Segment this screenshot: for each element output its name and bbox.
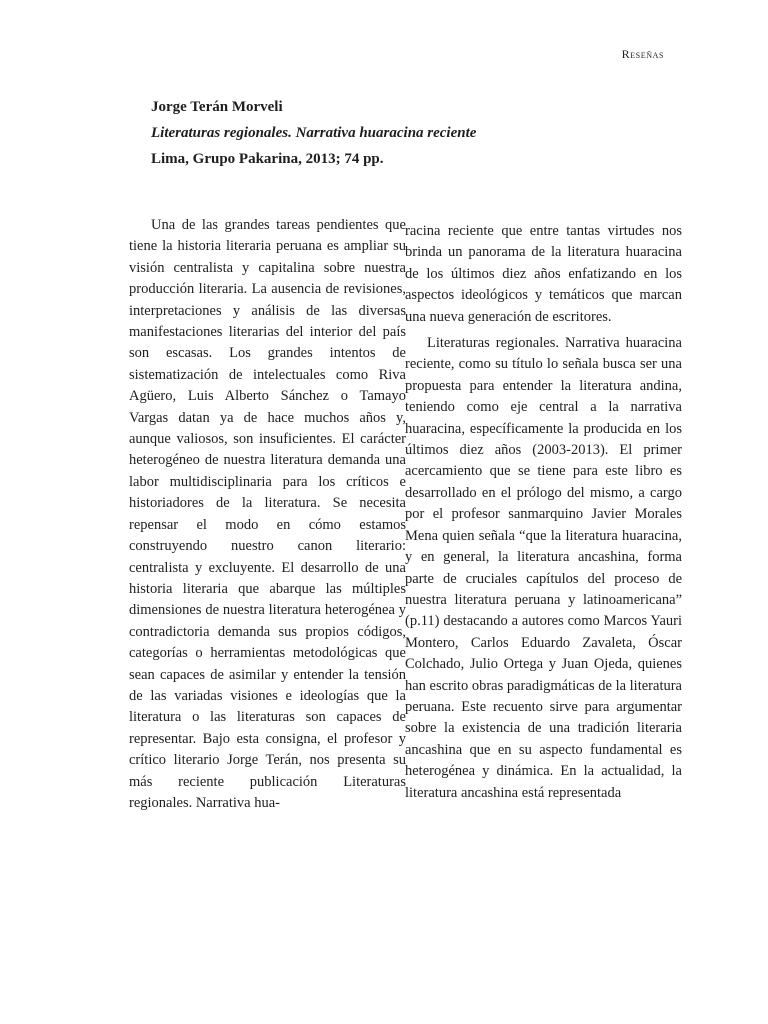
right-column xyxy=(405,221,682,804)
review-author: Jorge Terán Morveli xyxy=(151,99,283,115)
left-column-paragraph: Una de las grandes tareas pendientes que tiene la historia literaria peruana es ampliar su visión centralista y capitalina sobre nuestra producción literaria. La ausencia de revisiones, interpretaciones y análisis de las diversas manifestaciones literarias del interior del país son escasas. Los grandes intentos de sistematización de intelectuales como Riva Agüero, Luis Alberto Sánchez o Tamayo Vargas datan ya de hace muchos años y, aunque valiosos, son insuficientes. El carácter heterogéneo de nuestra literatura demanda una labor multidisciplinaria para los críticos e historiadores de la literatura. Se necesita repensar el modo en cómo estamos construyendo nuestro canon literario: centralista y excluyente. El desarrollo de una historia literaria que abarque las múltiples dimensiones de nuestra literatura heterogénea y contradictoria demanda sus propios códigos, categorías o herramientas metodológicas que sean capaces de asimilar y entender la tensión de las variadas visiones e ideologías que la literatura o las literaturas son capaces de representar. Bajo esta consigna, el profesor y crítico literario Jorge Terán, nos presenta su más reciente publicación Literaturas regionales. Narrativa hua- xyxy=(129,217,406,811)
left-column xyxy=(129,215,406,814)
book-title: Literaturas regionales. Narrativa huaracina reciente xyxy=(151,125,477,141)
bibliographic-entry xyxy=(151,94,691,172)
right-column-paragraph: Literaturas regionales. Narrativa huaracina reciente, como su título lo señala busca ser una propuesta para entender la literatura andina, teniendo como eje central a la narrativa huaracina, específicamente la producida en los últimos diez años (2003-2013). El primer acercamiento que se tiene para este libro es desarrollado en el prólogo del mismo, a cargo por el profesor sanmarquino Javier Morales Mena quien señala “que la literatura huaracina, y en general, la literatura ancashina, forma parte de cruciales capítulos del proceso de nuestra literatura peruana y latinoamericana” (p.11) destacando a autores como Marcos Yauri Montero, Carlos Eduardo Zavaleta, Óscar Colchado, Julio Ortega y Juan Ojeda, quienes han escrito obras paradigmáticas de la literatura peruana. Este recuento sirve para argumentar sobre la existencia de una tradición literaria ancashina que en su aspecto fundamental es heterogénea y dinámica. En la actualidad, la literatura ancashina está representada xyxy=(405,335,682,801)
right-column-continuation: racina reciente que entre tantas virtudes nos brinda un panorama de la literatura huaracina de los últimos diez años enfatizando en los aspectos ideológicos y temáticos que marcan una nueva generación de escritores. xyxy=(405,223,682,325)
running-head: Reseñas xyxy=(621,47,664,61)
publication-info: Lima, Grupo Pakarina, 2013; 74 pp. xyxy=(151,151,384,167)
